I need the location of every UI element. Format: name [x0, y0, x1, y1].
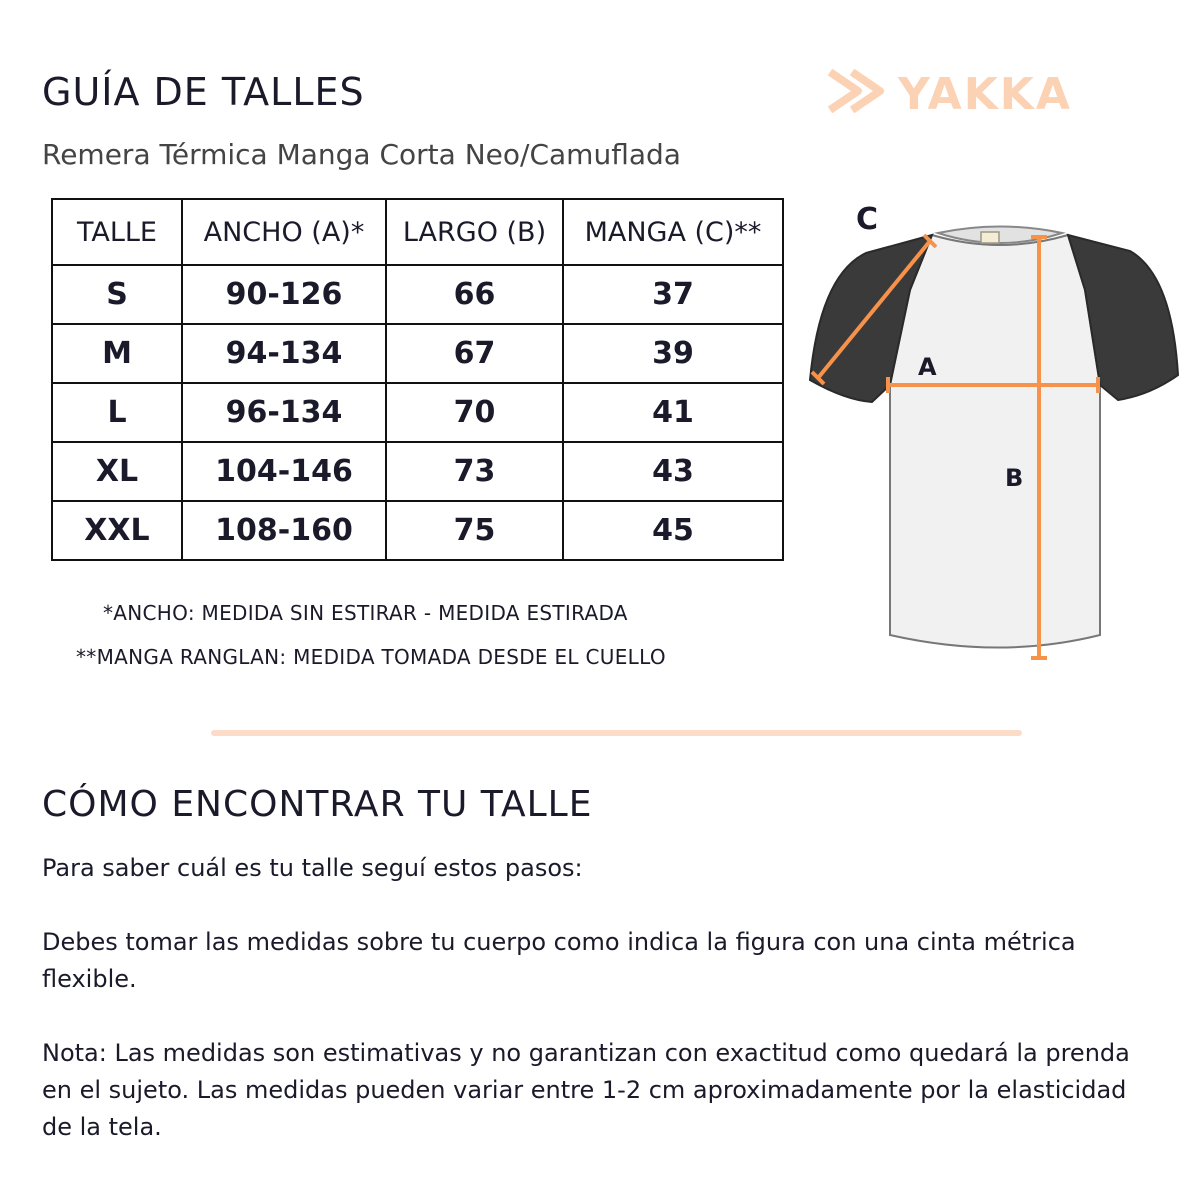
- size-table: [51, 198, 784, 561]
- size-cell: XXL: [52, 501, 182, 560]
- table-row: [52, 501, 783, 560]
- table-header-row: [52, 199, 783, 265]
- size-cell: L: [52, 383, 182, 442]
- width-cell: 90-126: [182, 265, 386, 324]
- logo-text: YAKKA: [898, 69, 1072, 116]
- product-subtitle: Remera Térmica Manga Corta Neo/Camuflada: [42, 138, 681, 171]
- length-cell: 66: [386, 265, 563, 324]
- length-cell: 67: [386, 324, 563, 383]
- how-to-step: Debes tomar las medidas sobre tu cuerpo como indica la figura con una cinta métrica flexible.: [42, 928, 1076, 993]
- size-cell: XL: [52, 442, 182, 501]
- section-divider: [211, 730, 1022, 736]
- width-cell: 108-160: [182, 501, 386, 560]
- column-header: TALLE: [52, 199, 182, 265]
- size-cell: M: [52, 324, 182, 383]
- length-cell: 75: [386, 501, 563, 560]
- column-header: LARGO (B): [386, 199, 563, 265]
- sleeve-cell: 37: [563, 265, 783, 324]
- length-cell: 70: [386, 383, 563, 442]
- length-cell: 73: [386, 442, 563, 501]
- how-to-intro: Para saber cuál es tu talle seguí estos pasos:: [42, 854, 583, 882]
- width-cell: 104-146: [182, 442, 386, 501]
- label-b: B: [1005, 464, 1024, 492]
- sleeve-cell: 45: [563, 501, 783, 560]
- collar-tag: [981, 232, 999, 243]
- sleeve-cell: 39: [563, 324, 783, 383]
- column-header: MANGA (C)**: [563, 199, 783, 265]
- sleeve-cell: 43: [563, 442, 783, 501]
- column-header: ANCHO (A)*: [182, 199, 386, 265]
- table-row: [52, 265, 783, 324]
- sleeve-note: **MANGA RANGLAN: MEDIDA TOMADA DESDE EL CUELLO: [76, 645, 666, 669]
- label-c: C: [856, 202, 879, 237]
- width-cell: 96-134: [182, 383, 386, 442]
- table-row: [52, 383, 783, 442]
- page-title: GUÍA DE TALLES: [42, 70, 365, 114]
- size-cell: S: [52, 265, 182, 324]
- logo-chevron-icon: [830, 72, 880, 110]
- table-row: [52, 324, 783, 383]
- width-cell: 94-134: [182, 324, 386, 383]
- table-row: [52, 442, 783, 501]
- how-to-note: Nota: Las medidas son estimativas y no garantizan con exactitud como quedará la prenda en el sujeto. Las medidas pueden variar entre 1-2 cm aproximadamente por la elasticidad de la tela.: [42, 1039, 1130, 1141]
- tshirt-body: [890, 235, 1100, 648]
- how-to-title: CÓMO ENCONTRAR TU TALLE: [42, 784, 593, 825]
- tshirt-measurement-diagram: [800, 195, 1200, 675]
- brand-logo: [828, 66, 1128, 116]
- sleeve-cell: 41: [563, 383, 783, 442]
- width-note: *ANCHO: MEDIDA SIN ESTIRAR - MEDIDA ESTIRADA: [103, 601, 628, 625]
- label-a: A: [918, 353, 937, 381]
